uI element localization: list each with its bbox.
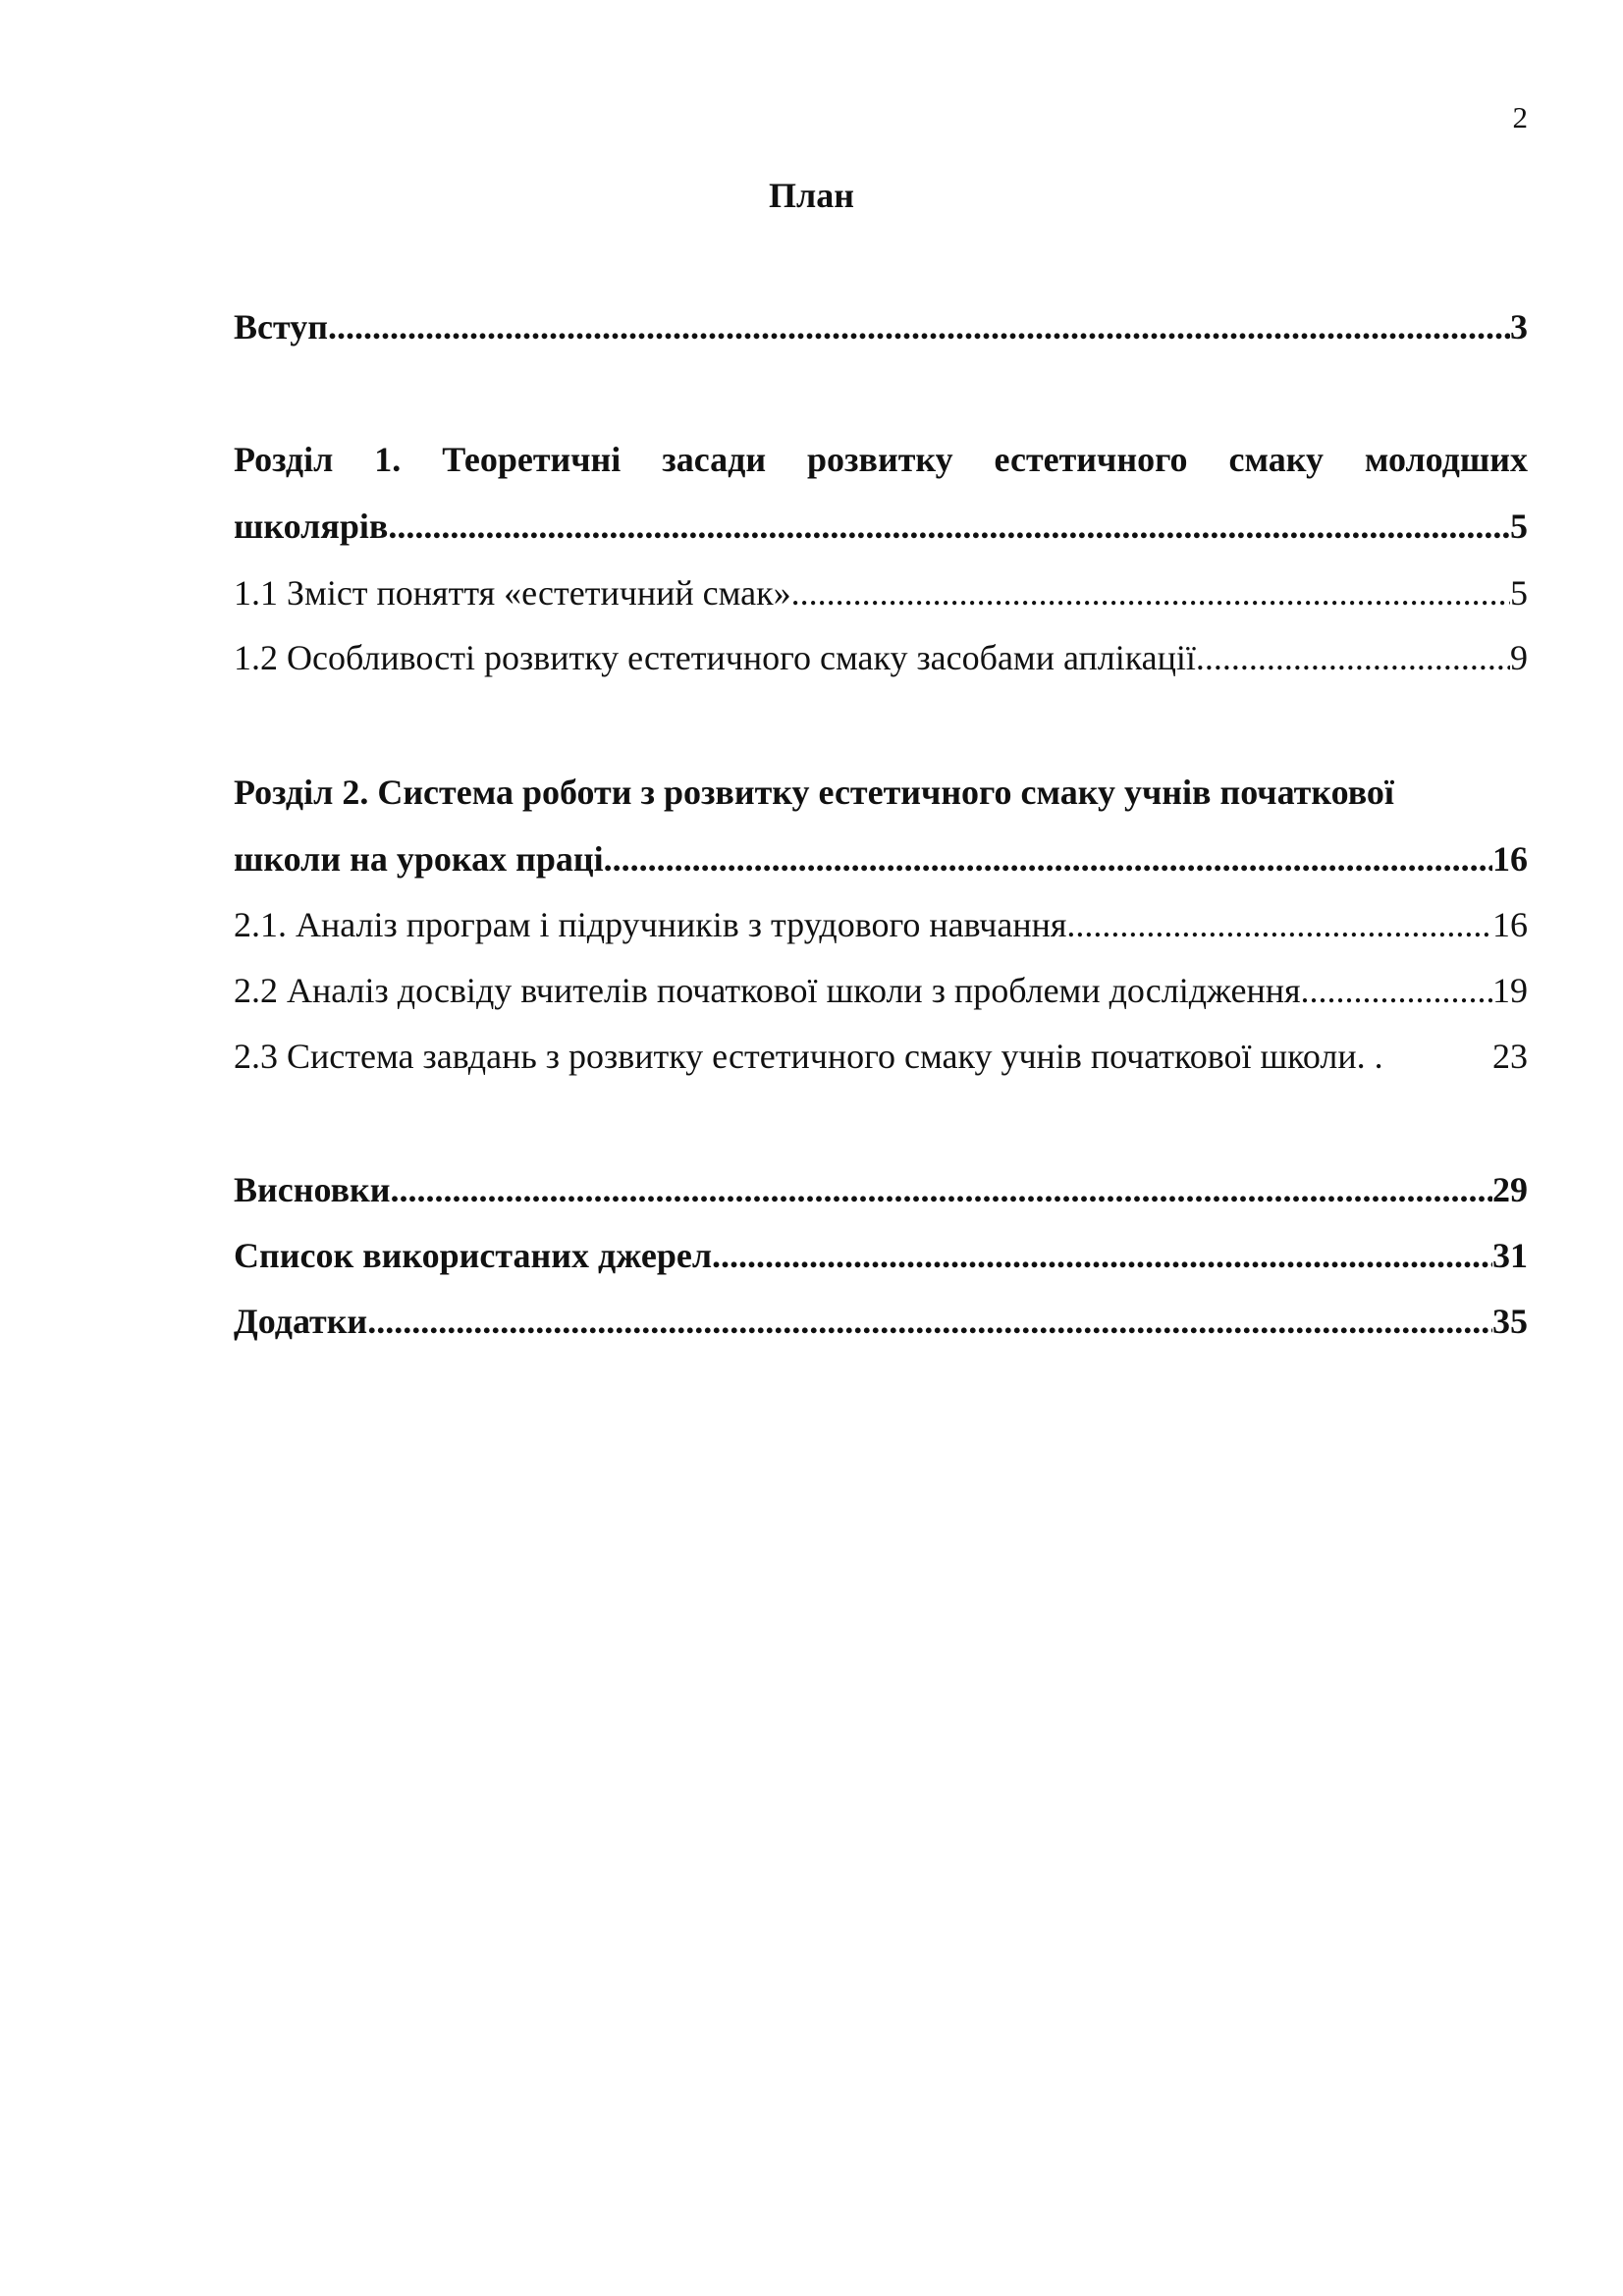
toc-entry-page: 16	[1492, 905, 1528, 944]
toc-section-heading-text: Розділ 2. Система роботи з розвитку естетичного смаку учнів початкової	[234, 773, 1394, 812]
toc-entry-2-3[interactable]	[234, 1034, 1528, 1079]
dot-leader	[391, 1167, 1492, 1212]
toc-entry-label: 2.1. Аналіз програм і підручників з трудового навчання	[234, 905, 1067, 944]
toc-entry-label: школи на уроках праці	[234, 839, 604, 879]
toc-entry-page: 35	[1492, 1302, 1528, 1341]
toc-section2-heading[interactable]	[234, 770, 1528, 815]
toc-entry-page: 19	[1492, 971, 1528, 1010]
toc-entry-references[interactable]	[234, 1233, 1528, 1278]
dot-leader	[791, 570, 1510, 615]
toc-section-heading-text: Розділ 1. Теоретичні засади розвитку естетичного смаку молодших	[234, 440, 1528, 479]
dot-leader	[712, 1233, 1492, 1278]
toc-entry-2-2[interactable]	[234, 968, 1528, 1013]
toc-entry-intro[interactable]	[234, 304, 1528, 349]
toc-entry-label: 2.2 Аналіз досвіду вчителів початкової школи з проблеми дослідження	[234, 971, 1301, 1010]
toc-entry-conclusions[interactable]	[234, 1167, 1528, 1212]
toc-entry-label: Висновки	[234, 1170, 391, 1209]
toc-entry-page: 5	[1510, 573, 1528, 613]
dot-leader	[367, 1299, 1492, 1344]
toc-section1-heading[interactable]	[234, 437, 1528, 482]
toc-entry-page: 16	[1492, 839, 1528, 879]
toc-entry-label: Додатки	[234, 1302, 368, 1341]
page-title: План	[769, 176, 854, 215]
toc-entry-label: Вступ	[234, 307, 328, 347]
dot-leader	[604, 836, 1492, 881]
toc-entry-appendices[interactable]	[234, 1299, 1528, 1344]
page-number: 2	[1512, 100, 1528, 134]
toc-entry-1-1[interactable]	[234, 570, 1528, 615]
toc-entry-page: 3	[1510, 307, 1528, 347]
toc-entry-page: 5	[1510, 507, 1528, 546]
toc-entry-2-1[interactable]	[234, 902, 1528, 947]
toc-section1-heading-continued[interactable]	[234, 504, 1528, 549]
toc-entry-label: Список використаних джерел	[234, 1236, 713, 1275]
toc-entry-label: школярів	[234, 507, 389, 546]
toc-entry-label: 2.3 Система завдань з розвитку естетичного смаку учнів початкової школи. .	[234, 1037, 1383, 1076]
toc-entry-label: 1.1 Зміст поняття «естетичний смак»	[234, 573, 791, 613]
toc-entry-page: 29	[1492, 1170, 1528, 1209]
toc-entry-page: 9	[1510, 638, 1528, 677]
dot-leader	[1196, 635, 1510, 680]
toc-entry-page: 23	[1492, 1037, 1528, 1076]
toc-section2-heading-continued[interactable]	[234, 836, 1528, 881]
dot-leader	[1066, 902, 1492, 947]
dot-leader	[1301, 968, 1492, 1013]
toc-entry-page: 31	[1492, 1236, 1528, 1275]
toc-entry-label: 1.2 Особливості розвитку естетичного смаку засобами аплікації	[234, 638, 1196, 677]
toc-entry-1-2[interactable]	[234, 635, 1528, 680]
dot-leader	[388, 504, 1510, 549]
dot-leader	[328, 304, 1510, 349]
